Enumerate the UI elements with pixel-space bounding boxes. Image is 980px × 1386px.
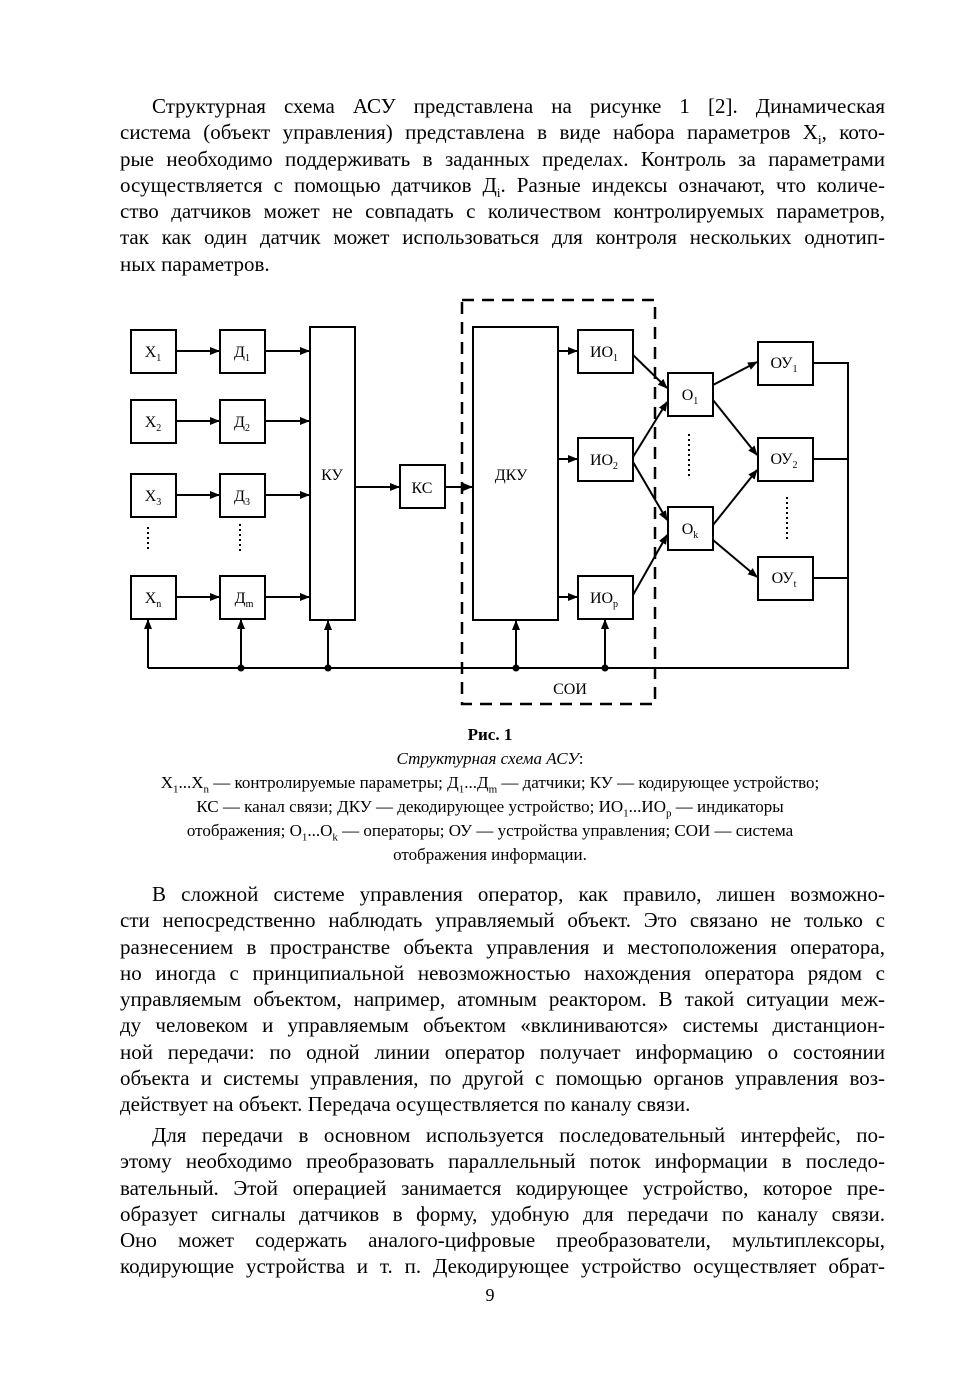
text-line: рые необходимо поддерживать в заданных пределах. Контроль за параметрами (120, 146, 885, 171)
figure-number: Рис. 1 (467, 725, 513, 744)
label-xn: $X_n$ (144, 590, 162, 610)
label-ou1: $ОУ_1$ (770, 355, 798, 375)
figure-title: Структурная схема АСУ: (396, 749, 584, 768)
label-x3: $X_3$ (144, 488, 162, 508)
figure-legend-line: $X_1...X_n$ — контролируемые параметры; $Д_1...Д_m$ — датчики; КУ — кодирующее устройство; (160, 773, 820, 796)
feedback-bus (148, 363, 848, 668)
arrow-ok-out (713, 540, 757, 577)
text-line: ной передачи: по одной линии оператор получает информацию о состоянии (120, 1039, 885, 1064)
label-dm: $Д_m$ (234, 590, 254, 610)
label-io1: $ИО_1$ (589, 344, 619, 364)
junction-dot (238, 665, 245, 672)
text-line: управляемым объектом, например, атомным реактором. В такой ситуации меж- (120, 987, 885, 1012)
arrow-io2-ok (633, 462, 667, 520)
junction-dot (325, 665, 332, 672)
arrow-ok-ou2 (713, 470, 757, 525)
text-line: система (объект управления) представлена в виде набора параметров $X_i$, кото- (120, 120, 885, 148)
text-line: образует сигналы датчиков в форму, удобную для передачи по каналу связи. (120, 1201, 885, 1226)
text-line: сти непосредственно наблюдать управляемый объект. Это связано не только с (120, 908, 885, 933)
label-o1: $O_1$ (681, 387, 699, 407)
label-x1: $X_1$ (144, 344, 162, 364)
text-line: Оно может содержать аналого-цифровые преобразователи, мультиплексоры, (120, 1228, 885, 1253)
figure-legend-line: КС — канал связи; ДКУ — декодирующее устройство; $ИО_1...ИО_p$ — индикаторы (196, 797, 784, 820)
paragraph-transmission (120, 1122, 885, 1280)
text-line: Для передачи в основном используется последовательный интерфейс, по- (152, 1123, 885, 1147)
arrow-o1-ou2 (713, 400, 757, 455)
label-iop: $ИО_p$ (589, 590, 619, 610)
label-x2: $X_2$ (144, 414, 162, 434)
label-soi: СОИ (553, 681, 587, 698)
arrow-o1-ou1 (713, 362, 757, 385)
label-d1: $Д_1$ (234, 344, 250, 364)
paragraph-operator (120, 881, 885, 1118)
text-line: объекта и системы управления, по другой с помощью органов управления воз- (120, 1066, 885, 1091)
text-line: ство датчиков может не совпадать с количеством контролируемых параметров, (120, 199, 885, 224)
text-line: действует на объект. Передача осуществляется по каналу связи. (120, 1092, 691, 1117)
label-ou2: $ОУ_2$ (770, 451, 798, 471)
text-line: этому необходимо преобразовать параллельный поток информации в последо- (120, 1149, 885, 1174)
label-d2: $Д_2$ (234, 414, 250, 434)
text-line: но иногда с принципиальной невозможностью нахождения оператора рядом с (120, 960, 885, 985)
label-d3: $Д_3$ (234, 488, 250, 508)
text-line: вательный. Этой операцией занимается кодирующее устройство, которое пре- (120, 1175, 885, 1200)
label-ks: КС (411, 480, 433, 497)
figure-legend-line: отображения информации. (393, 845, 587, 864)
page-number: 9 (485, 1285, 495, 1305)
text-line: ных параметров. (120, 251, 270, 276)
text-line: так как один датчик может использоваться для контроля нескольких однотип- (120, 225, 885, 250)
junction-dot (602, 665, 609, 672)
figure-legend-line: отображения; $O_1...O_k$ — операторы; ОУ — устройства управления; СОИ — система (186, 821, 794, 844)
arrow-iop-ok (633, 535, 667, 595)
arrow-io1-o1 (633, 355, 667, 388)
label-io2: $ИО_2$ (589, 452, 619, 472)
arrow-io2-o1 (633, 402, 667, 457)
text-line: Структурная схема АСУ представлена на рисунке 1 [2]. Динамическая (152, 94, 885, 118)
text-line: осуществляется с помощью датчиков $Д_i$. Разные индексы означают, что количе- (120, 172, 885, 201)
junction-dot (513, 665, 520, 672)
label-ku: КУ (321, 467, 343, 484)
text-line: ду человеком и управляемым объектом «вклиниваются» системы дистанцион- (120, 1013, 885, 1038)
text-line: В сложной системе управления оператор, как правило, лишен возможно- (152, 882, 885, 906)
text-line: кодирующие устройства и т. п. Декодирующее устройство осуществляет обрат- (120, 1254, 885, 1279)
label-dku: ДКУ (494, 467, 528, 484)
label-ok: $O_k$ (681, 521, 699, 541)
text-line: разнесением в пространстве объекта управления и местоположения оператора, (120, 934, 885, 959)
label-out: $ОУ_t$ (771, 570, 797, 590)
